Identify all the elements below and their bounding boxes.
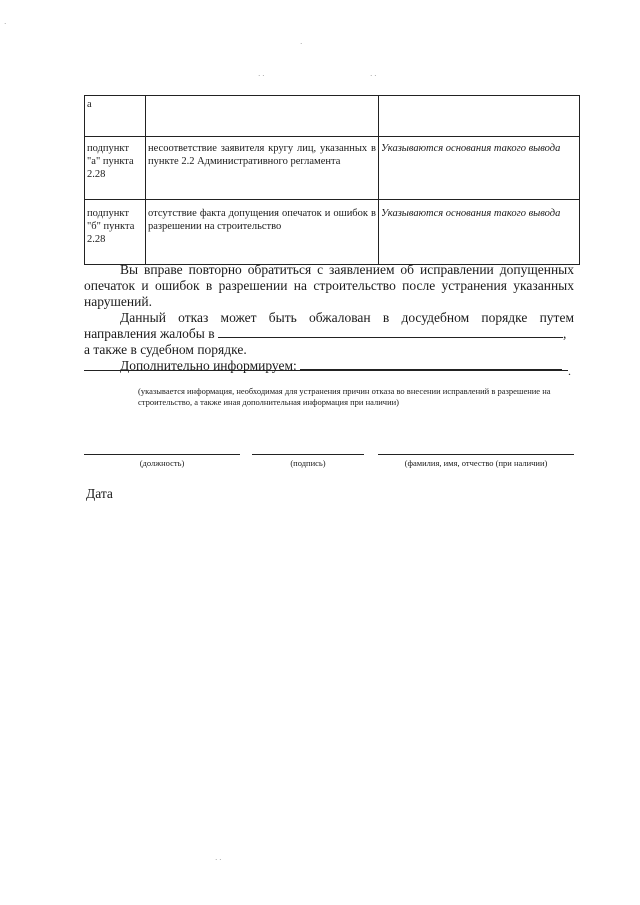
scan-speck: · · (370, 72, 377, 80)
scan-speck: · · (215, 856, 222, 864)
signature-label: (подпись) (290, 458, 326, 468)
additional-info-paragraph (84, 358, 574, 374)
clause-cell: подпункт "а" пункта 2.28 (85, 137, 146, 200)
appeal-paragraph (84, 310, 574, 342)
additional-info-note: (указывается информация, необходимая для устранения причин отказа во внесении исправлений в разрешение на строительство, а также иная дополнительная информация при наличии) (138, 386, 551, 407)
appeal-blank-line (218, 326, 563, 338)
basis-cell: Указываются основания такого вывода (379, 137, 580, 200)
date-label: Дата (86, 486, 113, 501)
court-paragraph: а также в судебном порядке. (84, 342, 247, 357)
scan-speck: · (300, 40, 303, 48)
scan-speck: · (4, 20, 7, 28)
reason-cell (146, 96, 379, 137)
position-signature-line (84, 454, 240, 455)
reason-cell: несоответствие заявителя кругу лиц, указанных в пункте 2.2 Административного регламента (146, 137, 379, 200)
basis-cell (379, 96, 580, 137)
reapply-paragraph: Вы вправе повторно обратиться с заявлением об исправлении допущенных опечаток и ошибок в разрешении на строительство после устранения указанных нарушений. (84, 262, 574, 309)
position-label: (должность) (139, 458, 185, 468)
clause-cell: а (85, 96, 146, 137)
appeal-comma: , (562, 326, 567, 341)
scan-speck: · · (258, 72, 265, 80)
table-row (85, 200, 580, 265)
refusal-reasons-table (84, 95, 580, 265)
additional-info-blank-line (300, 358, 562, 370)
reason-cell: отсутствие факта допущения опечаток и ошибок в разрешении на строительство (146, 200, 379, 265)
appeal-text: Данный отказ может быть обжалован в досудебном порядке путем направления жалобы в (84, 310, 574, 341)
additional-info-period: . (568, 364, 571, 378)
additional-info-label: Дополнительно информируем: (120, 358, 297, 373)
basis-cell: Указываются основания такого вывода (379, 200, 580, 265)
additional-info-line-2 (84, 370, 568, 371)
name-label: (фамилия, имя, отчество (при наличии) (404, 458, 548, 468)
signature-line (252, 454, 364, 455)
table-row (85, 96, 580, 137)
name-signature-line (378, 454, 574, 455)
clause-cell: подпункт "б" пункта 2.28 (85, 200, 146, 265)
table-row (85, 137, 580, 200)
